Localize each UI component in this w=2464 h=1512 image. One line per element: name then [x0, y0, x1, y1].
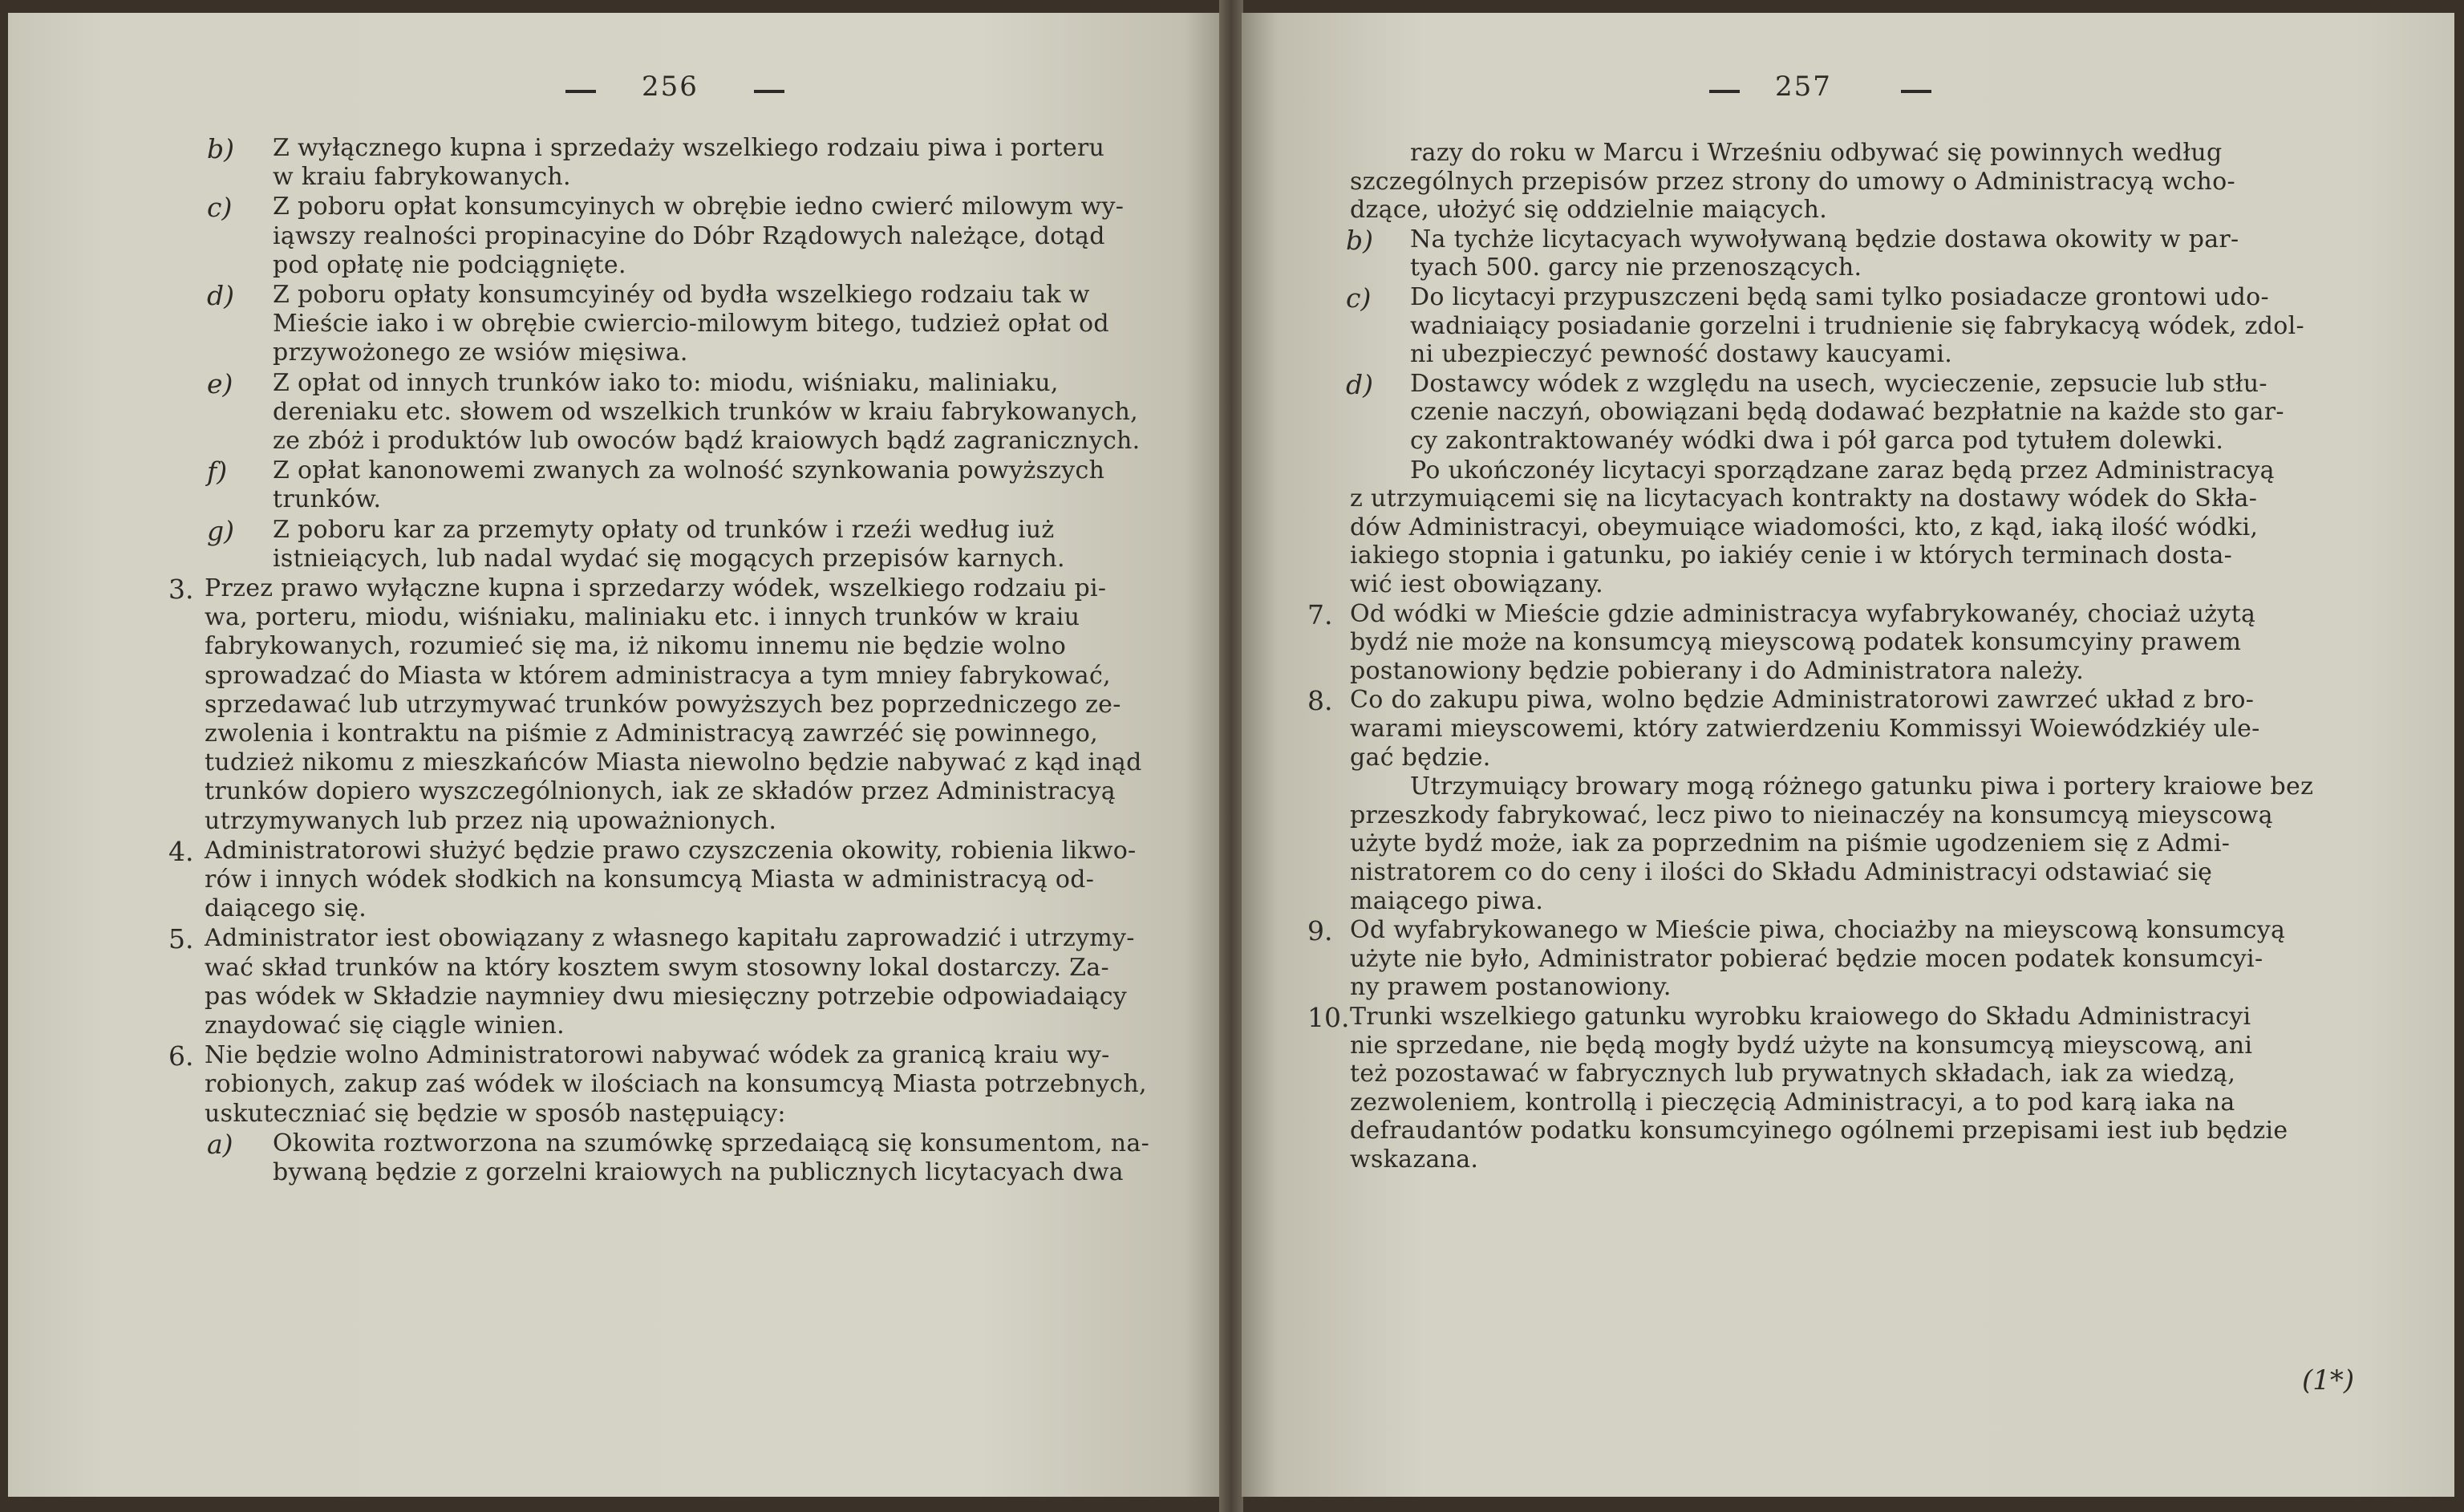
- text-line: Po ukończonéy licytacyi sporządzane zaraz będą przez Administracyą: [1410, 456, 2275, 484]
- text-line: Od wyfabrykowanego w Mieście piwa, chociażby na mieyscową konsumcyą: [1350, 916, 2286, 945]
- text-line: dów Administracyi, obeymuiące wiadomości, kto, z kąd, iaką ilość wódki,: [1350, 513, 2259, 541]
- text-line: ny prawem postanowiony.: [1350, 973, 1672, 1002]
- text-line: Z wyłącznego kupna i sprzedaży wszelkiego rodzaiu piwa i porteru: [273, 134, 1105, 162]
- right-page: [1242, 13, 2454, 1497]
- text-line: rów i innych wódek słodkich na konsumcyą Miasta w administracyą od-: [205, 865, 1095, 894]
- item-marker: e): [207, 367, 233, 399]
- text-line: daiącego się.: [205, 894, 367, 923]
- item-marker: 8.: [1307, 685, 1333, 717]
- text-line: szczególnych przepisów przez strony do umowy o Administracyą wcho-: [1350, 167, 2235, 196]
- text-line: cy zakontraktowanéy wódki dwa i pół garca pod tytułem dolewki.: [1410, 427, 2224, 455]
- text-line: sprowadzać do Miasta w którem administracya a tym mniey fabrykować,: [205, 661, 1111, 690]
- page-header-right: [1242, 71, 2454, 111]
- header-dash: [754, 90, 784, 93]
- item-marker: d): [207, 280, 234, 311]
- text-line: trunków.: [273, 485, 382, 514]
- text-line: Przez prawo wyłączne kupna i sprzedarzy wódek, wszelkiego rodzaiu pi-: [205, 574, 1107, 602]
- text-line: dereniaku etc. słowem od wszelkich trunków w kraiu fabrykowanych,: [273, 397, 1138, 426]
- text-line: gać będzie.: [1350, 743, 1491, 772]
- item-marker: d): [1346, 368, 1373, 400]
- signature-mark: (1*): [2302, 1364, 2355, 1396]
- text-line: Z poboru kar za przemyty opłaty od trunków i rzeźi według iuż: [273, 515, 1055, 544]
- item-marker: 5.: [168, 923, 194, 955]
- text-line: istnieiących, lub nadal wydać się mogących przepisów karnych.: [273, 544, 1065, 573]
- text-line: Od wódki w Mieście gdzie administracya wyfabrykowanéy, chociaż użytą: [1350, 599, 2256, 628]
- text-line: przeszkody fabrykować, lecz piwo to nieinaczéy na konsumcyą mieyscową: [1350, 801, 2273, 829]
- item-marker: c): [1346, 282, 1372, 314]
- text-line: użyte nie było, Administrator pobierać będzie mocen podatek konsumcyi-: [1350, 944, 2263, 973]
- text-line: Nie będzie wolno Administratorowi nabywać wódek za granicą kraiu wy-: [205, 1041, 1110, 1070]
- text-line: Z opłat kanonowemi zwanych za wolność szynkowania powyższych: [273, 456, 1105, 485]
- text-line: pod opłatę nie podciągnięte.: [273, 250, 626, 279]
- item-marker: b): [207, 133, 234, 164]
- item-marker: 6.: [168, 1040, 194, 1072]
- text-line: Administrator iest obowiązany z własnego kapitału zaprowadzić i utrzymy-: [205, 924, 1135, 953]
- text-line: czenie naczyń, obowiązani będą dodawać bezpłatnie na każde sto gar-: [1410, 398, 2284, 427]
- item-marker: 9.: [1307, 915, 1333, 947]
- text-line: iąwszy realności propinacyine do Dóbr Rządowych należące, dotąd: [273, 221, 1105, 250]
- text-line: Okowita roztworzona na szumówkę sprzedaiącą się konsumentom, na-: [273, 1129, 1150, 1157]
- text-line: nie sprzedane, nie będą mogły bydź użyte na konsumcyą mieyscową, ani: [1350, 1031, 2253, 1060]
- item-marker: c): [207, 192, 233, 224]
- text-line: razy do roku w Marcu i Wrześniu odbywać się powinnych według: [1410, 139, 2223, 167]
- text-line: fabrykowanych, rozumieć się ma, iż nikomu innemu nie będzie wolno: [205, 632, 1067, 661]
- item-marker: g): [207, 514, 234, 546]
- text-line: Z poboru opłat konsumcyinych w obrębie iedno cwierć milowym wy-: [273, 193, 1125, 221]
- text-line: sprzedawać lub utrzymywać trunków powyższych bez poprzedniczego ze-: [205, 690, 1121, 719]
- left-page: [8, 13, 1221, 1497]
- text-line: utrzymywanych lub przez nią upoważnionych.: [205, 806, 777, 835]
- text-line: wa, porteru, miodu, wiśniaku, maliniaku etc. i innych trunków w kraiu: [205, 603, 1080, 632]
- text-line: postanowiony będzie pobierany i do Administratora należy.: [1350, 656, 2085, 685]
- text-line: uskuteczniać się będzie w sposób następuiący:: [205, 1099, 786, 1128]
- text-line: warami mieyscowemi, który zatwierdzeniu Kommissyi Woiewódzkiéy ule-: [1350, 715, 2260, 743]
- header-dash: [1901, 90, 1931, 93]
- page-number: 256: [642, 71, 699, 103]
- text-line: przywożonego ze wsiów mięsiwa.: [273, 338, 688, 367]
- text-line: defraudantów podatku konsumcyinego ogólnemi przepisami iest iub będzie: [1350, 1117, 2288, 1145]
- text-line: Dostawcy wódek z względu na usech, wycieczenie, zepsucie lub stłu-: [1410, 369, 2267, 398]
- item-marker: 4.: [168, 835, 194, 867]
- text-line: Trunki wszelkiego gatunku wyrobku kraiowego do Składu Administracyi: [1350, 1003, 2251, 1031]
- text-line: trunków dopiero wyszczególnionych, iak ze składów przez Administracyą: [205, 777, 1116, 806]
- text-line: w kraiu fabrykowanych.: [273, 163, 571, 192]
- text-line: ni ubezpieczyć pewność dostawy kaucyami.: [1410, 340, 1953, 369]
- text-line: znaydować się ciągle winien.: [205, 1011, 565, 1040]
- text-line: też pozostawać w fabrycznych lub prywatnych składach, iak za wiedzą,: [1350, 1060, 2236, 1088]
- text-line: Co do zakupu piwa, wolno będzie Administratorowi zawrzeć układ z bro-: [1350, 686, 2255, 715]
- text-line: Z opłat od innych trunków iako to: miodu, wiśniaku, maliniaku,: [273, 368, 1059, 397]
- text-line: Do licytacyi przypuszczeni będą sami tylko posiadacze grontowi udo-: [1410, 283, 2269, 311]
- item-marker: b): [1346, 224, 1373, 256]
- text-line: Mieście iako i w obrębie cwiercio-milowym bitego, tudzież opłat od: [273, 310, 1109, 338]
- header-dash: [1709, 90, 1740, 93]
- text-line: wskazana.: [1350, 1145, 1479, 1174]
- text-line: Z poboru opłaty konsumcyinéy od bydła wszelkiego rodzaiu tak w: [273, 281, 1090, 309]
- item-marker: f): [207, 456, 228, 488]
- text-line: ze zbóż i produktów lub owoców bądź kraiowych bądź zagranicznych.: [273, 427, 1141, 455]
- text-line: bywaną będzie z gorzelni kraiowych na publicznych licytacyach dwa: [273, 1158, 1124, 1186]
- page-header-left: [8, 71, 1221, 111]
- text-line: pas wódek w Składzie naymniey dwu miesięczny potrzebie odpowiadaiący: [205, 982, 1128, 1011]
- text-line: Administratorowi służyć będzie prawo czyszczenia okowity, robienia likwo-: [205, 836, 1137, 865]
- text-line: wadniaiący posiadanie gorzelni i trudnienie się fabrykacyą wódek, zdol-: [1410, 311, 2304, 340]
- text-line: zwolenia i kontraktu na piśmie z Administracyą zawrzéć się powinnego,: [205, 720, 1098, 748]
- item-marker: 10.: [1307, 1002, 1350, 1033]
- page-number: 257: [1775, 71, 1832, 103]
- text-line: Utrzymuiący browary mogą różnego gatunku piwa i portery kraiowe bez: [1410, 772, 2314, 801]
- text-line: tudzież nikomu z mieszkańców Miasta niewolno będzie nabywać z kąd inąd: [205, 748, 1142, 777]
- text-line: z utrzymuiącemi się na licytacyach kontrakty na dostawy wódek do Skła-: [1350, 484, 2258, 513]
- text-line: użyte bydź może, iak za poprzednim na piśmie ugodzeniem się z Admi-: [1350, 829, 2231, 858]
- item-marker: 7.: [1307, 598, 1333, 630]
- text-line: Na tychże licytacyach wywoływaną będzie dostawa okowity w par-: [1410, 225, 2239, 253]
- text-line: robionych, zakup zaś wódek w ilościach na konsumcyą Miasta potrzebnych,: [205, 1070, 1147, 1099]
- text-line: zezwoleniem, kontrollą i pieczęcią Administracyi, a to pod karą iaka na: [1350, 1088, 2235, 1117]
- text-line: wić iest obowiązany.: [1350, 570, 1603, 598]
- header-dash: [565, 90, 596, 93]
- text-line: nistratorem co do ceny i ilości do Składu Administracyi odstawiać się: [1350, 858, 2213, 886]
- item-marker: a): [207, 1128, 233, 1160]
- text-line: dzące, ułożyć się oddzielnie maiących.: [1350, 196, 1828, 225]
- text-line: wać skład trunków na który kosztem swym stosowny lokal dostarczy. Za-: [205, 953, 1109, 982]
- text-line: iakiego stopnia i gatunku, po iakiéy cenie i w których terminach dosta-: [1350, 541, 2233, 570]
- book-gutter: [1219, 0, 1243, 1512]
- text-line: maiącego piwa.: [1350, 886, 1544, 915]
- item-marker: 3.: [168, 574, 194, 605]
- text-line: bydź nie może na konsumcyą mieyscową podatek konsumcyiny prawem: [1350, 628, 2242, 657]
- text-line: tyach 500. garcy nie przenoszących.: [1410, 253, 1862, 282]
